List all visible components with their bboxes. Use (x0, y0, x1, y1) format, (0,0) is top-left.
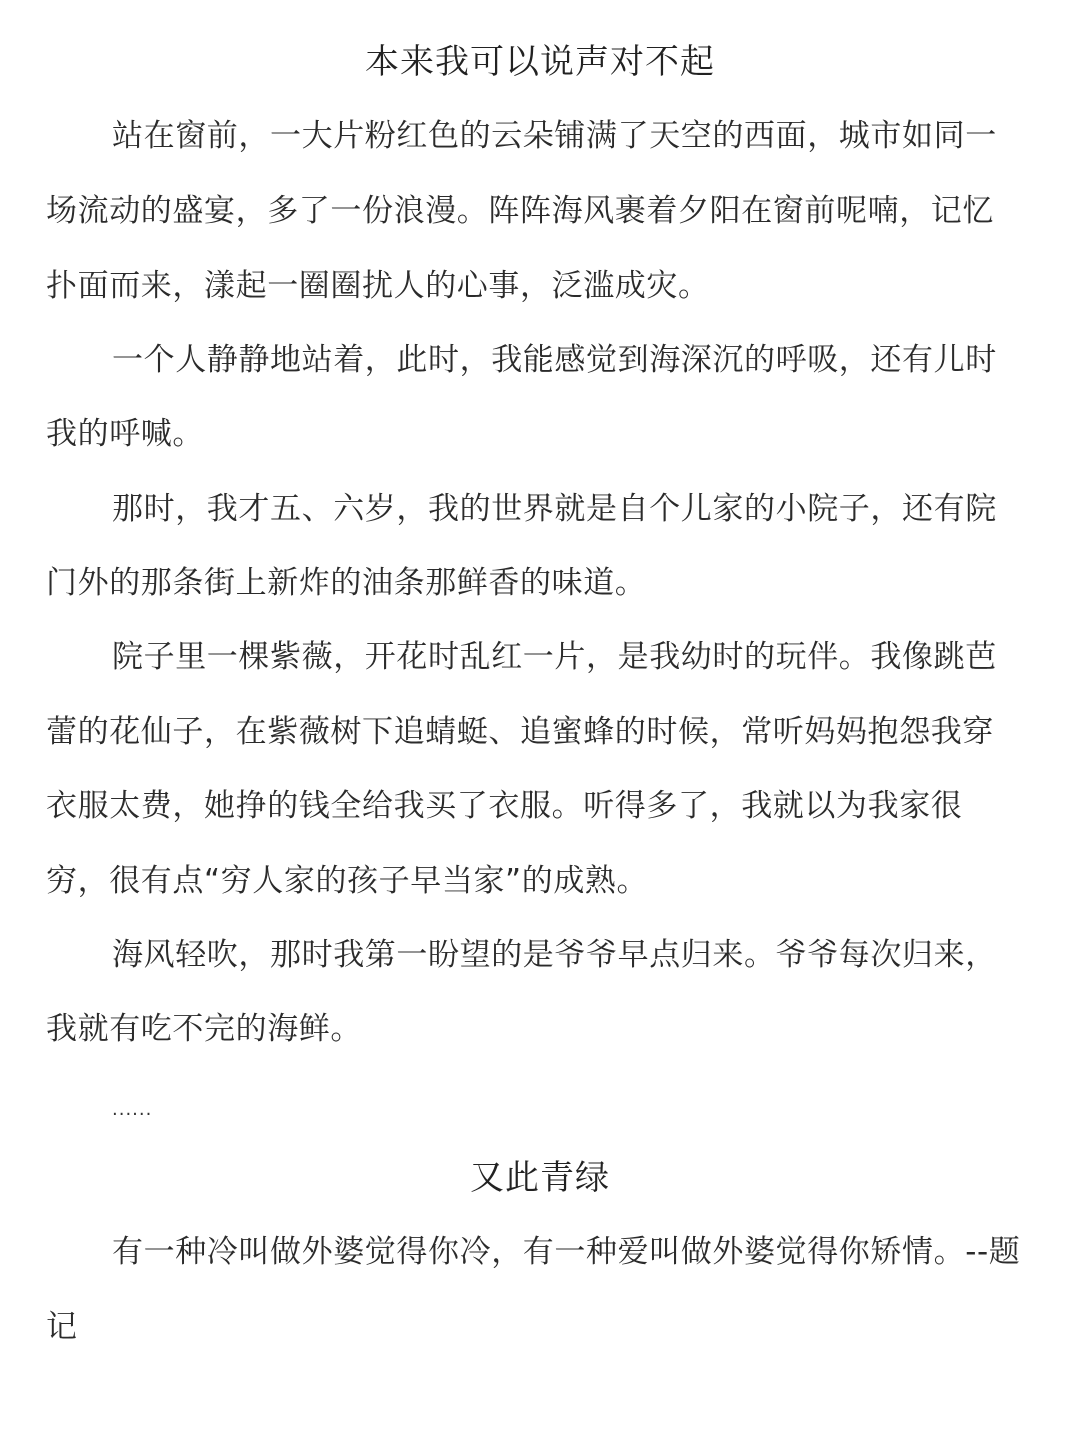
paragraph-line: 海风轻吹，那时我第一盼望的是爷爷早点归来。爷爷每次归来， (112, 937, 997, 973)
paragraph-line: 门外的那条街上新炸的油条那鲜香的味道。 (46, 565, 647, 601)
paragraph-line: 衣服太费，她挣的钱全给我买了衣服。听得多了，我就以为我家很 (46, 788, 963, 824)
paragraph-line: 站在窗前，一大片粉红色的云朵铺满了天空的西面，城市如同一 (112, 118, 997, 154)
ellipsis: ...... (112, 1099, 153, 1120)
epigraph-line: 记 (46, 1309, 78, 1345)
epigraph-line: 有一种冷叫做外婆觉得你冷，有一种爱叫做外婆觉得你矫情。--题 (112, 1234, 1021, 1270)
paragraph-line: 穷，很有点“穷人家的孩子早当家”的成熟。 (46, 863, 649, 899)
paragraph-line: 院子里一棵紫薇，开花时乱红一片，是我幼时的玩伴。我像跳芭 (112, 639, 997, 675)
paragraph-line: 扑面而来，漾起一圈圈扰人的心事，泛滥成灾。 (46, 268, 710, 304)
paragraph-line: 一个人静静地站着，此时，我能感觉到海深沉的呼吸，还有儿时 (112, 342, 997, 378)
paragraph-line: 我的呼喊。 (46, 416, 204, 452)
paragraph-line: 场流动的盛宴，多了一份浪漫。阵阵海风裹着夕阳在窗前呢喃，记忆 (46, 193, 994, 229)
paragraph-line: 我就有吃不完的海鲜。 (46, 1011, 362, 1047)
paragraph-line: 那时，我才五、六岁，我的世界就是自个儿家的小院子，还有院 (112, 491, 997, 527)
essay-title: 本来我可以说声对不起 (365, 42, 715, 82)
paragraph-line: 蕾的花仙子，在紫薇树下追蜻蜓、追蜜蜂的时候，常听妈妈抱怨我穿 (46, 714, 994, 750)
second-essay-title: 又此青绿 (470, 1158, 610, 1198)
